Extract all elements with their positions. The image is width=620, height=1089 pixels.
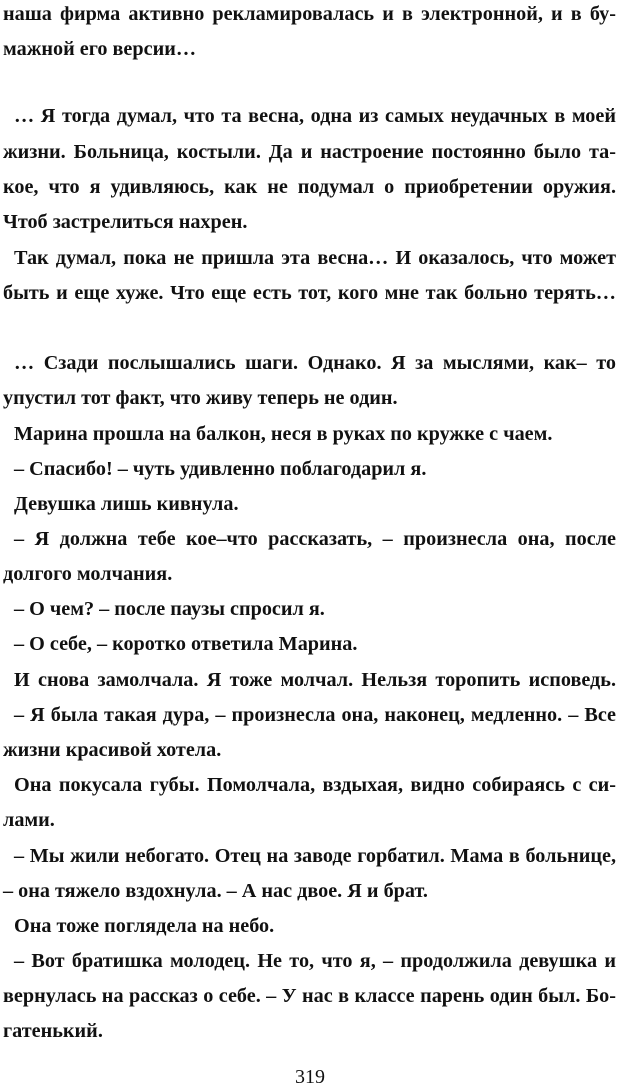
text-line: – Я должна тебе кое–что рассказать, – произнесла она, после: [14, 528, 616, 550]
text-line: – Вот братишка молодец. Не то, что я, – продолжила девушка и: [14, 950, 616, 972]
text-line: вернулась на рассказ о себе. – У нас в классе парень один был. Бо-: [3, 985, 616, 1007]
text-line: – О себе, – коротко ответила Марина.: [14, 633, 358, 655]
text-line: быть и еще хуже. Что еще есть тот, кого мне так больно терять…: [3, 282, 616, 304]
text-line: наша фирма активно рекламировалась и в электронной, и в бу-: [3, 3, 616, 25]
text-line: Чтоб застрелиться нахрен.: [3, 211, 248, 233]
text-line: … Я тогда думал, что та весна, одна из самых неудачных в моей: [14, 105, 616, 127]
text-line: – О чем? – после паузы спросил я.: [14, 598, 325, 620]
text-line: лами.: [3, 809, 55, 831]
text-line: Девушка лишь кивнула.: [14, 493, 239, 515]
text-line: – Спасибо! – чуть удивленно поблагодарил я.: [14, 458, 427, 480]
text-line: … Сзади послышались шаги. Однако. Я за мыслями, как– то: [14, 352, 616, 374]
text-line: жизни красивой хотела.: [3, 739, 222, 761]
text-line: И снова замолчала. Я тоже молчал. Нельзя торопить исповедь.: [14, 669, 616, 691]
text-line: Она тоже поглядела на небо.: [14, 915, 275, 937]
text-line: Марина прошла на балкон, неся в руках по кружке с чаем.: [14, 423, 553, 445]
text-line: – она тяжело вздохнула. – А нас двое. Я и брат.: [3, 880, 428, 902]
text-line: кое, что я удивляюсь, как не подумал о приобретении оружия.: [3, 176, 616, 198]
text-line: мажной его версии…: [3, 38, 197, 60]
text-line: гатенький.: [3, 1020, 103, 1042]
text-line: – Я была такая дура, – произнесла она, наконец, медленно. – Все: [14, 704, 616, 726]
text-line: Она покусала губы. Помолчала, вздыхая, видно собираясь с си-: [14, 774, 616, 796]
text-line: долгого молчания.: [3, 563, 173, 585]
text-line: жизни. Больница, костыли. Да и настроение постоянно было та-: [3, 141, 616, 163]
text-line: – Мы жили небогато. Отец на заводе горбатил. Мама в больнице,: [14, 845, 616, 867]
page-number: 319: [295, 1066, 325, 1088]
text-line: Так думал, пока не пришла эта весна… И оказалось, что может: [14, 247, 616, 269]
text-line: упустил тот факт, что живу теперь не один.: [3, 387, 398, 409]
